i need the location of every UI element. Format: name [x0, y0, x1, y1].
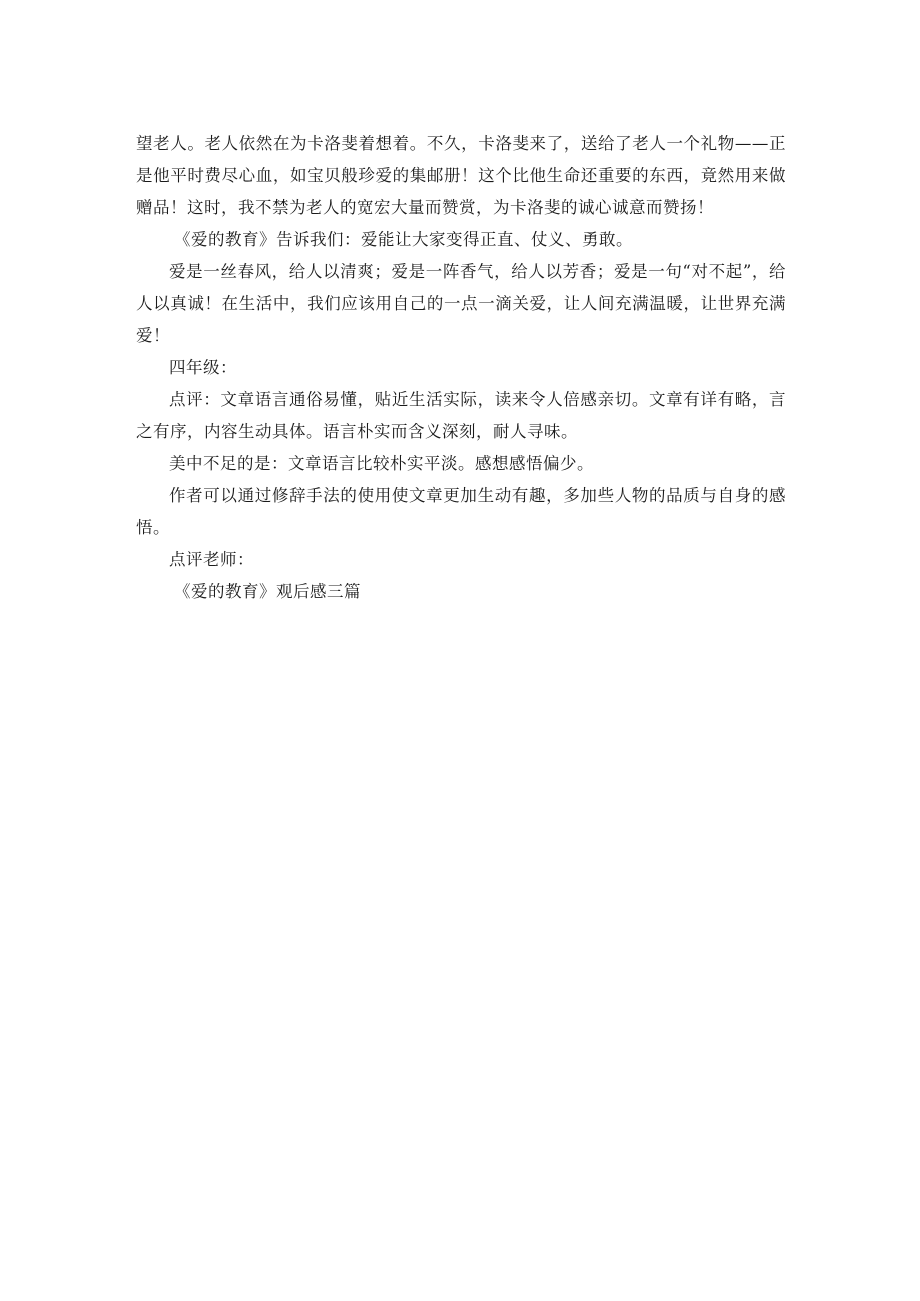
shortcoming-paragraph: 美中不足的是：文章语言比较朴实平淡。感想感悟偏少。: [169, 454, 594, 473]
document-body: [136, 128, 786, 608]
love-paragraph: 爱是一丝春风，给人以清爽；爱是一阵香气，给人以芳香；爱是一句“对不起”，给人以真诚！在生活中，我们应该用自己的一点一滴关爱，让人间充满温暖，让世界充满爱！: [136, 262, 786, 345]
lesson-paragraph: 《爱的教育》告诉我们：爱能让大家变得正直、仗义、勇敢。: [173, 230, 633, 249]
next-title: 《爱的教育》观后感三篇: [173, 582, 361, 601]
grade-label: 四年级：: [169, 358, 237, 377]
suggestion-paragraph: 作者可以通过修辞手法的使用使文章更加生动有趣，多加些人物的品质与自身的感悟。: [136, 486, 786, 537]
reviewer-label: 点评老师：: [169, 550, 254, 569]
comment-paragraph: 点评：文章语言通俗易懂，贴近生活实际，读来令人倍感亲切。文章有详有略，言之有序，内容生动具体。语言朴实而含义深刻，耐人寻味。: [136, 390, 786, 441]
story-paragraph: 望老人。老人依然在为卡洛斐着想着。不久，卡洛斐来了，送给了老人一个礼物——正是他平时费尽心血，如宝贝般珍爱的集邮册！这个比他生命还重要的东西，竟然用来做赠品！这时，我不禁为老人的宽宏大量而赞赏，为卡洛斐的诚心诚意而赞扬！: [136, 134, 786, 217]
